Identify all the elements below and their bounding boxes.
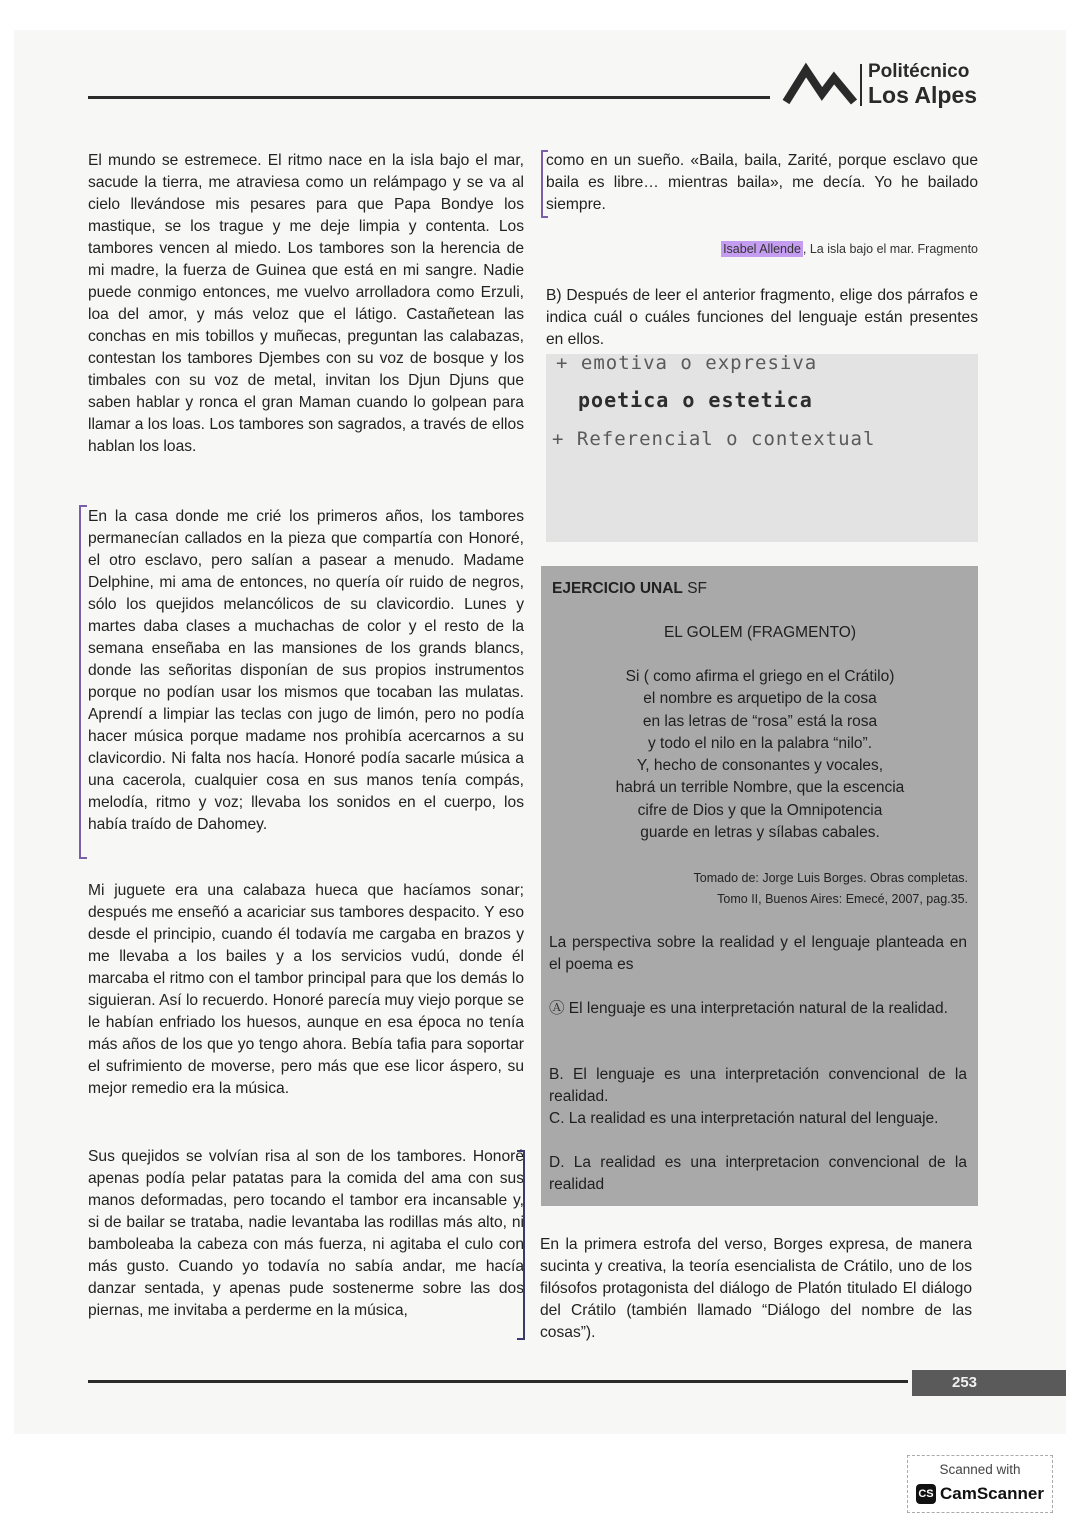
- handwritten-answer-2: poetica o estetica: [578, 388, 813, 412]
- left-paragraph-1: [88, 150, 524, 458]
- poem-line: Y, hecho de consonantes y vocales,: [636, 757, 884, 775]
- poem: [546, 666, 974, 844]
- poem-line: guarde en letras y sílabas cabales.: [640, 824, 880, 842]
- poem-citation: [560, 868, 968, 910]
- poem-line: habrá un terrible Nombre, que la escencia: [615, 779, 905, 797]
- mountain-logo-icon: [782, 62, 858, 106]
- school-logo: [782, 62, 982, 112]
- source-title: , La isla bajo el mar. Fragmento: [802, 242, 978, 256]
- page-number: 253: [912, 1370, 1066, 1396]
- exercise-title-tag: SF: [682, 580, 708, 597]
- brand-name: [868, 62, 977, 107]
- header-rule: [88, 96, 770, 99]
- poem-line: en las letras de “rosa” está la rosa: [642, 712, 878, 730]
- poem-line: y todo el nilo en la palabra “nilo”.: [647, 734, 873, 752]
- camscanner-name: CamScanner: [940, 1484, 1044, 1503]
- handwritten-bracket-right: [517, 1150, 525, 1340]
- paragraph-text: En la primera estrofa del verso, Borges expresa, de manera sucinta y creativa, la teoría esencialista de Crátilo, uno de los filósofos protagonista del diálogo de Platón titulado El diálogo del Crátilo (también llamado “Diálogo del nombre de las cosas”).: [540, 1236, 972, 1341]
- brand-line-2: Los Alpes: [868, 82, 978, 108]
- left-paragraph-4: [88, 1146, 524, 1322]
- citation-line-2: Tomo II, Buenos Aires: Emecé, 2007, pag.35.: [717, 892, 968, 906]
- option-b: B. El lenguaje es una interpretación convencional de la realidad.: [549, 1066, 967, 1105]
- logo-divider: [860, 64, 862, 106]
- citation-line-1: Tomado de: Jorge Luis Borges. Obras completas.: [693, 871, 968, 885]
- paragraph-text: como en un sueño. «Baila, baila, Zarité, porque esclavo que baila es libre… mientras baila», me decía. Yo he bailado siempre.: [546, 152, 978, 213]
- paragraph-text: Sus quejidos se volvían risa al son de los tambores. Honoré apenas podía pelar patatas para la comida del ama con sus manos deformadas, pero tocando el tambor era incansable y, si de bailar se trataba, nadie levantaba las rodillas más alto, ni bamboleaba la cabeza con más fuerza, ni agitaba el culo con más gusto. Cuando yo todavía no sabía andar, me hacía danzar sentada, y apenas pude sostenerme sobre las dos piernas, me invitaba a perderme en la música,: [88, 1148, 524, 1319]
- exercise-prompt: La perspectiva sobre la realidad y el lenguaje planteada en el poema es: [549, 934, 967, 973]
- question-b: [546, 285, 978, 351]
- poem-line: Si ( como afirma el griego en el Crátilo): [625, 668, 895, 685]
- handwritten-bracket-left: [79, 505, 87, 859]
- left-paragraph-3: [88, 880, 524, 1100]
- scanned-with-text: Scanned with: [939, 1462, 1021, 1477]
- highlighted-author: Isabel Allende: [723, 242, 801, 256]
- left-paragraph-2: [88, 506, 524, 836]
- question-text: B) Después de leer el anterior fragmento, elige dos párrafos e indica cuál o cuáles funciones del lenguaje están presentes en ellos.: [546, 287, 978, 348]
- brand-line-1: Politécnico: [868, 61, 970, 82]
- exercise-title-bold: EJERCICIO UNAL: [552, 580, 683, 597]
- paragraph-text: Mi juguete era una calabaza hueca que hacíamos sonar; después me enseñó a acariciar sus tambores despacito. Y eso desde el principio, cuando él todavía me cargaba en brazos y me llevaba a los bailes y a los servicios vudú, donde él marcaba el ritmo con el tambor principal para que los demás lo siguieran. Así lo recuerdo. Honoré parecía muy viejo porque se le habían enfriado los huesos, aunque en esa época no tenía más años de los que yo tengo ahora. Bebía tafia para soportar el sufrimiento de moverse, pero más que ese licor áspero, su mejor remedio era la música.: [88, 882, 525, 1097]
- bottom-paragraph: [540, 1234, 972, 1344]
- option-c: C. La realidad es una interpretación natural del lenguaje.: [549, 1110, 939, 1127]
- poem-line: cifre de Dios y que la Omnipotencia: [637, 801, 883, 819]
- paragraph-text: En la casa donde me crié los primeros años, los tambores permanecían callados en la pieza que compartía con Honoré, el otro esclavo, pero salían a pasear a menudo. Madame Delphine, mi ama de entonces, no quería oír ruido de negros, sólo los quejidos melancólicos de su clavicordio. Lunes y martes daba clases a muchachas de color y el resto de la semana enseñaba en las mansiones de los grands blancs, donde las señoritas disponían de sus propios instrumentos porque no podían usar los mismos que tocaban las mulatas. Aprendí a limpiar las teclas con jugo de limón, pero no podía hacer música porque madame nos prohibía acercarnos a su clavicordio. Ni falta nos hacía. Honoré podía sacarle música a una cacerola, cualquier cosa en sus manos tenía compás, melodía, ritmo y voz; llevaba los sonidos en el cuerpo, los había traído de Dahomey.: [88, 508, 524, 833]
- source-credit: [546, 242, 978, 256]
- option-d: D. La realidad es una interpretacion convencional de la realidad: [549, 1154, 967, 1193]
- handwritten-answer-3: + Referencial o contextual: [552, 428, 876, 450]
- exercise-title: [552, 580, 707, 598]
- paragraph-text: El mundo se estremece. El ritmo nace en la isla bajo el mar, sacude la tierra, me atraviesa como un relámpago y se va al cielo llevándose mis pesares para que Papa Bondye los mastique, se los trague y me deje limpia y contenta. Los tambores vencen al miedo. Los tambores son la herencia de mi madre, la fuerza de Guinea que está en mi sangre. Nadie puede conmigo entonces, me vuelvo arrolladora como Erzuli, loa del amor, y más veloz que el látigo. Castañetean las conchas en mis tobillos y muñecas, preguntan las calabazas, contestan los tambores Djembes con su voz de bosque y los timbales con su voz de metal, invitan los Djun Djuns que saben hablar y ronca el gran Maman cuando lo golpean para llamar a los loas. Los tambores son sagrados, a través de ellos hablan los loas.: [88, 152, 524, 455]
- option-a: Ⓐ El lenguaje es una interpretación natural de la realidad.: [549, 1000, 948, 1017]
- right-paragraph-1: [546, 150, 978, 216]
- handwritten-answer-1: + emotiva o expresiva: [556, 352, 818, 374]
- camscanner-icon: CS: [916, 1484, 936, 1504]
- poem-title: EL GOLEM (FRAGMENTO): [663, 624, 857, 641]
- poem-line: el nombre es arquetipo de la cosa: [643, 690, 877, 708]
- footer-rule: [88, 1380, 908, 1383]
- camscanner-watermark: [907, 1455, 1053, 1513]
